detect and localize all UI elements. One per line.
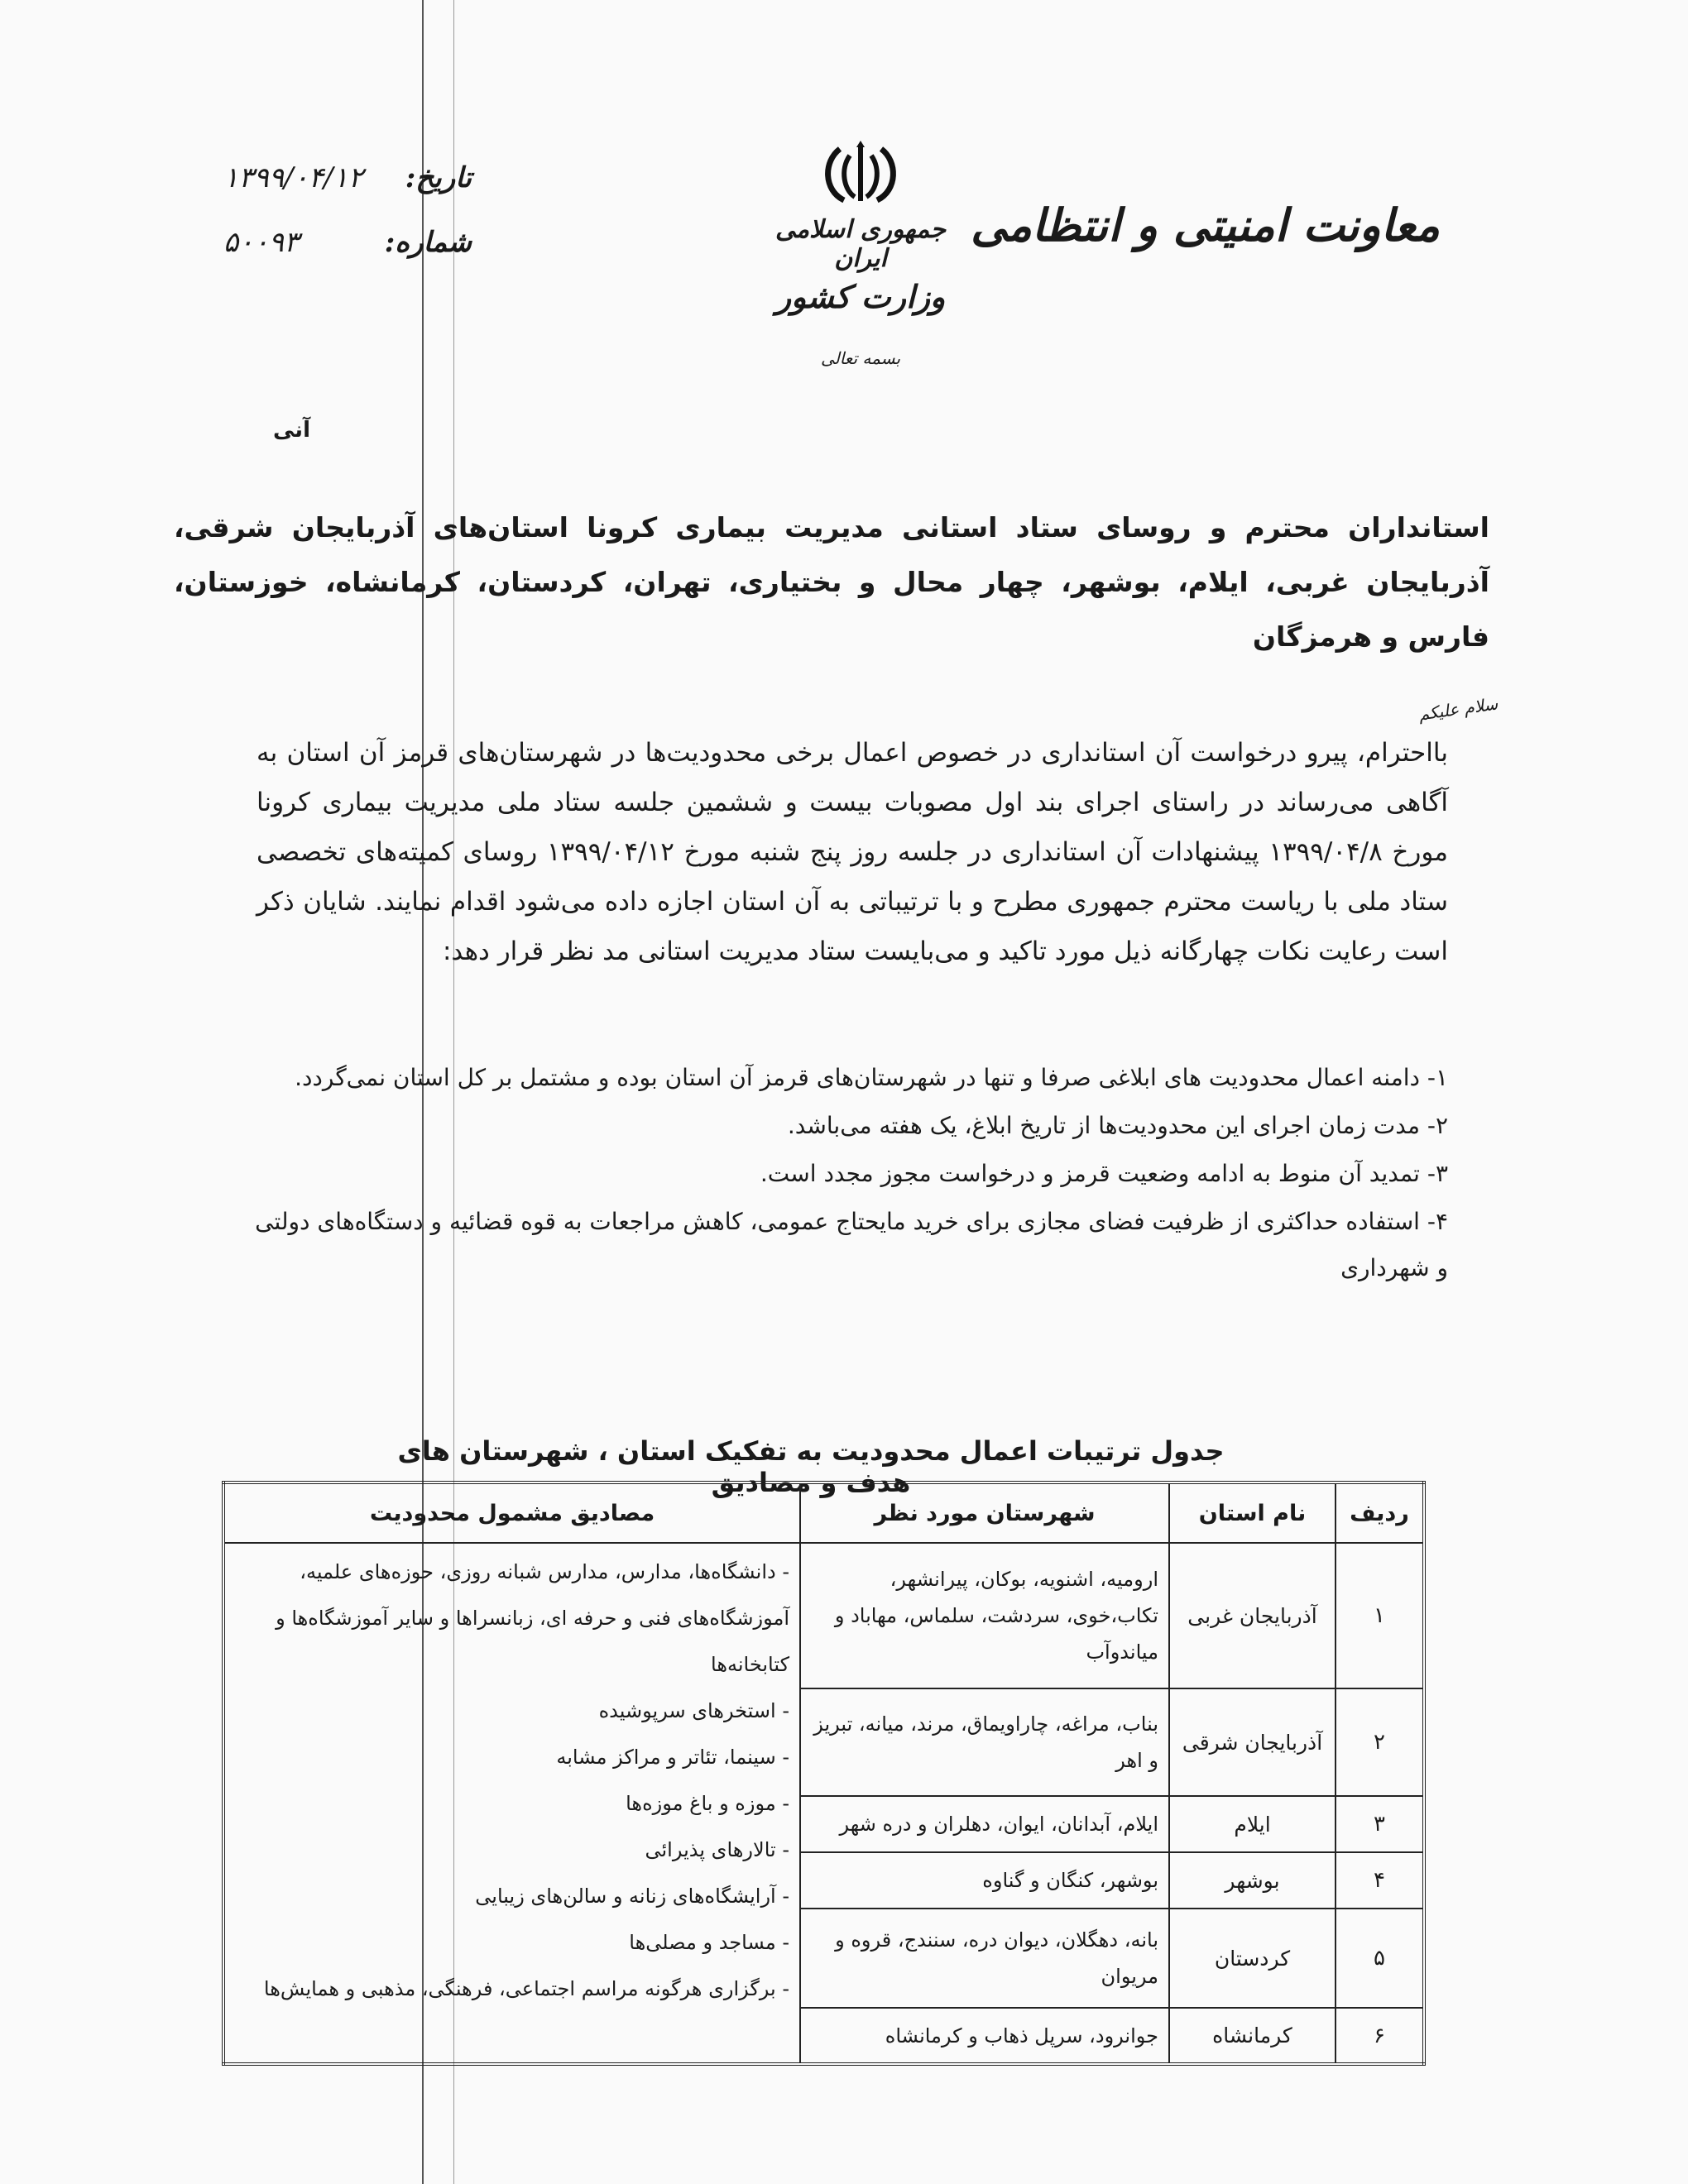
point-item: ۲- مدت زمان اجرای این محدودیت‌ها از تاریخ ابلاغ، یک هفته می‌باشد. [787, 1112, 1448, 1139]
urgent-label: آنی [273, 418, 310, 443]
row-cities: ایلام، آبدانان، ایوان، دهلران و دره شهر [800, 1796, 1169, 1852]
table-header-row [223, 1482, 1424, 1543]
header-cities: شهرستان مورد نظر [800, 1482, 1169, 1543]
number-value: ۵۰۰۹۳ [223, 226, 300, 259]
instance-item: - استخرهای سرپوشیده [598, 1699, 789, 1722]
row-province: آذربایجان شرقی [1169, 1688, 1336, 1796]
handwritten-note: سلام علیکم [1417, 693, 1499, 725]
instance-item: - مساجد و مصلی‌ها [629, 1931, 789, 1954]
row-number: ۶ [1336, 2008, 1424, 2064]
row-province: کردستان [1169, 1909, 1336, 2008]
row-number: ۴ [1336, 1852, 1424, 1909]
row-province: آذربایجان غربی [1169, 1543, 1336, 1688]
instance-item: - موزه و باغ موزه‌ها [626, 1792, 789, 1815]
iran-emblem-icon [815, 141, 906, 207]
instance-item: - دانشگاه‌ها، مدارس، مدارس شبانه روزی، حوزه‌های علمیه، آموزشگاه‌های فنی و حرفه ای، زبانسراها و سایر آموزشگاه‌ها و کتابخانه‌ها [276, 1560, 789, 1676]
header-row-number: ردیف [1336, 1482, 1424, 1543]
letter-meta [223, 161, 472, 290]
number-label: شماره: [384, 226, 472, 259]
row-number: ۵ [1336, 1909, 1424, 2008]
instance-item: - برگزاری هرگونه مراسم اجتماعی، فرهنگی، مذهبی و همایش‌ها [263, 1977, 789, 2000]
row-cities: بوشهر، کنگان و گناوه [800, 1852, 1169, 1909]
date-label: تاریخ: [405, 161, 472, 194]
row-number: ۳ [1336, 1796, 1424, 1852]
row-number: ۲ [1336, 1688, 1424, 1796]
date-value: ۱۳۹۹/۰۴/۱۲ [223, 161, 364, 194]
row-cities: جوانرود، سرپل ذهاب و کرمانشاه [800, 2008, 1169, 2064]
point-item: ۱- دامنه اعمال محدودیت های ابلاغی صرفا و تنها در شهرستان‌های قرمز آن استان بوده و مشتمل بر کل استان نمی‌گردد. [295, 1064, 1448, 1091]
row-cities: ارومیه، اشنویه، بوکان، پیرانشهر، تکاب،خوی، سردشت، سلماس، مهاباد و میاندوآب [800, 1543, 1169, 1688]
ministry-title: وزارت کشور [775, 278, 946, 315]
letterhead-emblem [770, 141, 952, 368]
point-item: ۴- استفاده حداکثری از ظرفیت فضای مجازی برای خرید مایحتاج عمومی، کاهش مراجعات به قوه قضائیه و دستگاه‌های دولتی و شهرداری [255, 1208, 1448, 1281]
instance-item: - آرایشگاه‌های زنانه و سالن‌های زیبایی [475, 1885, 789, 1908]
row-province: ایلام [1169, 1796, 1336, 1852]
header-province: نام استان [1169, 1482, 1336, 1543]
recipients: استانداران محترم و روسای ستاد استانی مدیریت بیماری کرونا استان‌های آذربایجان شرقی، آذربایجان غربی، ایلام، بوشهر، چهار محال و بختیاری، تهران، کردستان، کرمانشاه، خوزستان، فارس و هرمزگان [174, 511, 1489, 653]
letter-body: بااحترام، پیرو درخواست آن استانداری در خصوص اعمال برخی محدودیت‌ها در شهرستان‌های قرمز آن استان به آگاهی می‌رساند در راستای اجرای بند اول مصوبات بیست و ششمین جلسه ستاد ملی مدیریت بیماری کرونا مورخ ۱۳۹۹/۰۴/۸ پیشنهادات آن استانداری در جلسه روز پنج شنبه مورخ ۱۳۹۹/۰۴/۱۲ روسای کمیته‌های تخصصی ستاد ملی با ریاست محترم جمهوری مطرح و با ترتیباتی به آن استان اجازه داده می‌شود اقدام نمایند. شایان ذکر است رعایت نکات چهارگانه ذیل مورد تاکید و می‌بایست ستاد مدیریت استانی مد نظر قرار دهد: [257, 738, 1448, 966]
instances-cell [223, 1543, 800, 2064]
table-row [223, 1543, 1424, 1688]
table-title: جدول ترتیبات اعمال محدودیت به تفکیک استان ، شهرستان های هدف و مصادیق [397, 1435, 1225, 1498]
row-cities: بانه، دهگلان، دیوان دره، سنندج، قروه و مریوان [800, 1909, 1169, 2008]
points-list [248, 1055, 1448, 1293]
row-province: کرمانشاه [1169, 2008, 1336, 2064]
instance-item: - سینما، تئاتر و مراکز مشابه [556, 1746, 789, 1769]
row-cities: بناب، مراغه، چاراویماق، مرند، میانه، تبریز و اهر [800, 1688, 1169, 1796]
bismillah: بسمه تعالی [820, 348, 901, 368]
date-row [223, 161, 472, 194]
gov-title: جمهوری اسلامی ایران [774, 215, 947, 273]
number-row [223, 226, 472, 259]
point-item: ۳- تمدید آن منوط به ادامه وضعیت قرمز و درخواست مجوز مجدد است. [760, 1160, 1448, 1187]
header-instances: مصادیق مشمول محدودیت [223, 1482, 800, 1543]
row-province: بوشهر [1169, 1852, 1336, 1909]
instance-item: - تالارهای پذیرائی [645, 1838, 789, 1861]
row-number: ۱ [1336, 1543, 1424, 1688]
office-title: معاونت امنیتی و انتظامی [971, 199, 1440, 251]
restrictions-table [222, 1481, 1426, 2066]
